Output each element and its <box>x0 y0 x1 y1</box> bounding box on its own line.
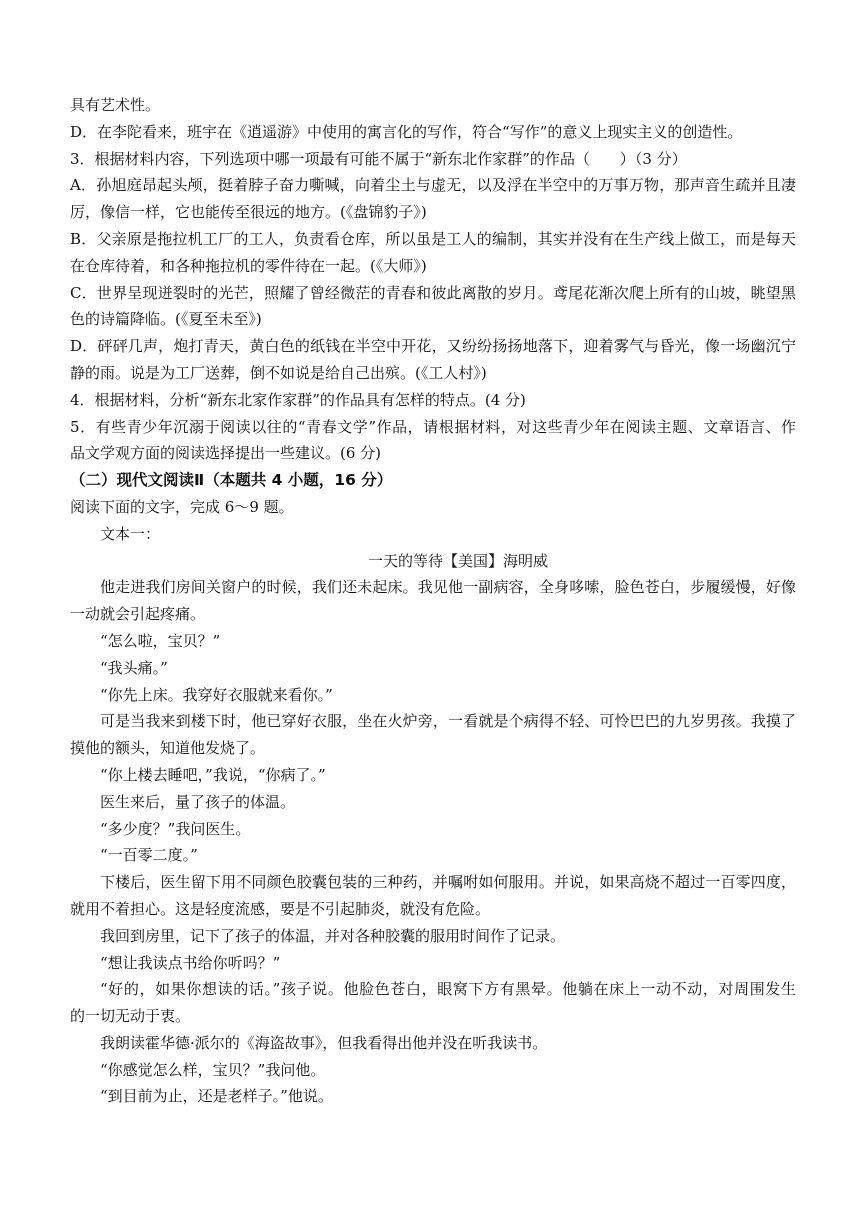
story-paragraph: 他走进我们房间关窗户的时候，我们还未起床。我见他一副病容，全身哆嗦，脸色苍白，步履缓慢，好像 <box>100 578 796 597</box>
option-a: A．孙旭庭昂起头颅，挺着脖子奋力嘶喊，向着尘土与虚无，以及浮在半空中的万事万物，那声音生疏并且凄 <box>70 176 796 195</box>
dialogue-line: “到目前为止，还是老样子。”他说。 <box>100 1087 333 1106</box>
section-heading: （二）现代文阅读Ⅱ（本题共 4 小题，16 分） <box>70 471 393 490</box>
dialogue-line: “好的，如果你想读的话。”孩子说。他脸色苍白，眼窝下方有黑晕。他躺在床上一动不动，对周围发生 <box>100 980 796 999</box>
story-paragraph: 我回到房里，记下了孩子的体温，并对各种胶囊的服用时间作了记录。 <box>100 926 566 945</box>
option-d2-cont: 静的雨。说是为工厂送葬，倒不如说是给自己出殡。(《工人村》) <box>70 363 487 382</box>
option-c-cont: 色的诗篇降临。(《夏至未至》) <box>70 310 262 329</box>
story-paragraph-cont: 的一切无动于衷。 <box>70 1007 191 1026</box>
dialogue-line: “我头痛。” <box>100 658 168 677</box>
story-paragraph: 下楼后，医生留下用不同颜色胶囊包装的三种药，并嘱咐如何服用。并说，如果高烧不超过一百零四度， <box>100 873 796 892</box>
question-3: 3．根据材料内容，下列选项中哪一项最有可能不属于“新东北作家群”的作品（ ）（3 分） <box>70 149 687 168</box>
story-paragraph-cont: 一动就会引起疼痛。 <box>70 605 206 624</box>
story-paragraph: 可是当我来到楼下时，他已穿好衣服，坐在火炉旁，一看就是个病得不轻、可怜巴巴的九岁男孩。我摸了 <box>100 712 796 731</box>
document-page <box>70 92 796 1110</box>
option-d2: D．砰砰几声，炮打青天，黄白色的纸钱在半空中开花，又纷纷扬扬地落下，迎着雾气与昏光，像一场幽沉宁 <box>70 337 796 356</box>
question-4: 4．根据材料，分析“新东北家作家群”的作品具有怎样的特点。(4 分) <box>70 390 526 409</box>
option-b: B．父亲原是拖拉机工厂的工人，负责看仓库，所以虽是工人的编制，其实并没有在生产线上做工，而是每天 <box>70 229 796 248</box>
text-line: 具有艺术性。 <box>70 96 161 114</box>
option-d: D．在李陀看来，班宇在《逍遥游》中使用的寓言化的写作，符合“写作”的意义上现实主义的创造性。 <box>70 122 743 141</box>
dialogue-line: “多少度？”我问医生。 <box>100 819 251 838</box>
option-c: C．世界呈现迸裂时的光芒，照耀了曾经微茫的青春和彼此离散的岁月。鸢尾花渐次爬上所有的山坡，眺望黑 <box>70 283 796 302</box>
option-a-cont: 厉，像信一样，它也能传至很远的地方。(《盘锦豹子》) <box>70 203 427 222</box>
dialogue-line: “你感觉怎么样，宝贝？”我问他。 <box>100 1060 326 1079</box>
story-title: 一天的等待【美国】海明威 <box>367 551 548 570</box>
question-5-cont: 品文学观方面的阅读选择提出一些建议。(6 分) <box>70 444 382 463</box>
option-b-cont: 在仓库待着，和各种拖拉机的零件待在一起。(《大师》) <box>70 256 427 275</box>
dialogue-line: “怎么啦，宝贝？” <box>100 631 221 650</box>
dialogue-line: “想让我读点书给你听吗？” <box>100 953 281 972</box>
dialogue-line: “你上楼去睡吧，”我说，“你病了。” <box>100 765 326 784</box>
story-paragraph: 我朗读霍华德·派尔的《海盗故事》，但我看得出他并没在听我读书。 <box>100 1033 548 1052</box>
story-paragraph-cont: 就用不着担心。这是轻度流感，要是不引起肺炎，就没有危险。 <box>70 899 491 918</box>
instruction: 阅读下面的文字，完成 6～9 题。 <box>70 497 294 516</box>
story-paragraph-cont: 摸他的额头，知道他发烧了。 <box>70 739 266 758</box>
dialogue-line: “你先上床。我穿好衣服就来看你。” <box>100 685 333 704</box>
question-5: 5．有些青少年沉溺于阅读以往的“青春文学”作品，请根据材料，对这些青少年在阅读主题、文章语言、作 <box>70 417 796 436</box>
dialogue-line: “一百零二度。” <box>100 846 198 865</box>
story-paragraph: 医生来后，量了孩子的体温。 <box>100 792 296 811</box>
text-one-label: 文本一： <box>100 524 161 543</box>
